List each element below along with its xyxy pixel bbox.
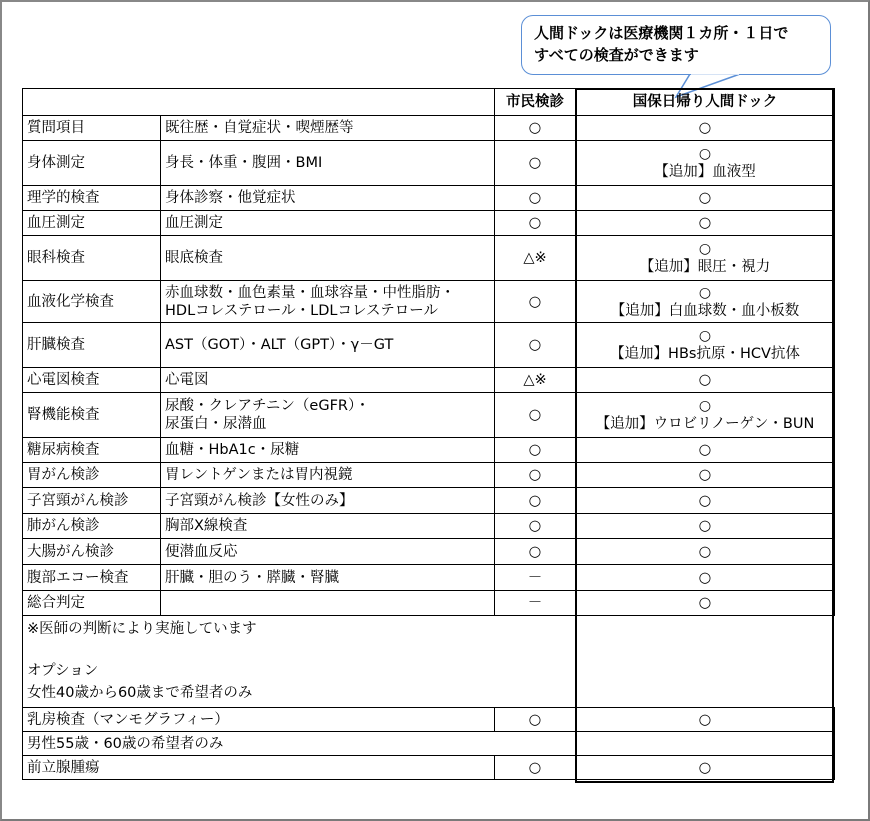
row-content: 胸部X線検査 [161, 514, 495, 539]
row-dock-mark: ○ [698, 146, 712, 162]
row-city-mark: ○ [495, 514, 576, 539]
table-row [23, 591, 835, 616]
row-content: 眼底検査 [161, 236, 495, 281]
table-row [23, 368, 835, 393]
row-content: 赤血球数・血色素量・血球容量・中性脂肪・ [165, 284, 455, 301]
row-dock-mark: ○ [698, 241, 712, 257]
row-item: 糖尿病検査 [23, 438, 161, 463]
row-dock-mark: ○ [576, 539, 835, 565]
comparison-table [22, 88, 835, 780]
row-content: 血糖・HbA1c・尿糖 [161, 438, 495, 463]
row-item: 血圧測定 [23, 211, 161, 236]
option-row [23, 756, 835, 780]
notes-row [23, 616, 835, 708]
notes-dock-blank [576, 616, 835, 708]
row-content: 身体診察・他覚症状 [161, 186, 495, 211]
table-row [23, 141, 835, 186]
row-item: 肺がん検診 [23, 514, 161, 539]
row-dock-extra: 【追加】ウロビリノーゲン・BUN [595, 416, 815, 432]
notes-cell [23, 616, 576, 708]
callout-line-1: 人間ドックは医療機関１カ所・１日で [534, 24, 789, 42]
row-city-mark: ○ [495, 323, 576, 368]
table-row [23, 393, 835, 438]
row-content-2: HDLコレステロール・LDLコレステロール [165, 302, 438, 319]
row-dock-extra: 【追加】HBs抗原・HCV抗体 [610, 346, 800, 362]
row-dock-mark: ○ [576, 591, 835, 616]
row-dock-mark: ○ [576, 211, 835, 236]
row-item: 眼科検査 [23, 236, 161, 281]
table-row [23, 236, 835, 281]
row-dock-cell [576, 281, 835, 323]
header-kokuho-dock: 国保日帰り人間ドック [576, 89, 835, 116]
row-item: 胃がん検診 [23, 463, 161, 488]
row-content-cell [161, 281, 495, 323]
row-city-mark: － [495, 565, 576, 591]
row-city-mark: △※ [495, 368, 576, 393]
row-dock-cell [576, 141, 835, 186]
row-item: 質問項目 [23, 116, 161, 141]
row-content: 便潜血反応 [161, 539, 495, 565]
row-content: 肝臓・胆のう・膵臓・腎臓 [161, 565, 495, 591]
table-header-row [23, 89, 835, 116]
row-content: 尿酸・クレアチニン（eGFR）・ [165, 398, 370, 414]
note-men-row [23, 732, 835, 756]
row-content: 既往歴・自覚症状・喫煙歴等 [161, 116, 495, 141]
row-dock-mark: ○ [576, 565, 835, 591]
table-row [23, 539, 835, 565]
row-item: 肝臓検査 [23, 323, 161, 368]
row-content: 身長・体重・腹囲・BMI [161, 141, 495, 186]
table-row [23, 463, 835, 488]
note-option-title: オプション [27, 663, 99, 679]
option-dock-mark: ○ [576, 708, 835, 732]
row-city-mark: ○ [495, 438, 576, 463]
row-dock-mark: ○ [576, 438, 835, 463]
option-city-mark: ○ [495, 708, 576, 732]
row-city-mark: ○ [495, 211, 576, 236]
note-men: 男性55歳・60歳の希望者のみ [23, 732, 576, 756]
note-asterisk: ※医師の判断により実施しています [27, 621, 257, 637]
row-city-mark: ○ [495, 141, 576, 186]
row-item: 腹部エコー検査 [23, 565, 161, 591]
row-item: 心電図検査 [23, 368, 161, 393]
row-dock-mark: ○ [698, 284, 712, 301]
row-dock-mark: ○ [576, 368, 835, 393]
row-city-mark: △※ [495, 236, 576, 281]
table-row [23, 514, 835, 539]
option-dock-mark: ○ [576, 756, 835, 780]
row-content: 血圧測定 [161, 211, 495, 236]
table-row [23, 281, 835, 323]
option-city-mark: ○ [495, 756, 576, 780]
row-dock-extra: 【追加】眼圧・視力 [639, 259, 771, 275]
header-blank [23, 89, 495, 116]
row-dock-cell [576, 323, 835, 368]
row-dock-extra: 【追加】血液型 [654, 164, 756, 180]
row-city-mark: ○ [495, 116, 576, 141]
row-content: 心電図 [161, 368, 495, 393]
table-row [23, 186, 835, 211]
table-row [23, 438, 835, 463]
note-men-blank [576, 732, 835, 756]
row-content-cell [161, 393, 495, 438]
header-city-exam: 市民検診 [495, 89, 576, 116]
row-city-mark: ○ [495, 488, 576, 514]
row-dock-extra: 【追加】白血球数・血小板数 [610, 302, 800, 319]
table-row [23, 211, 835, 236]
row-city-mark: ○ [495, 463, 576, 488]
row-content: AST（GOT）・ALT（GPT）・γ－GT [161, 323, 495, 368]
row-item: 腎機能検査 [23, 393, 161, 438]
row-content [161, 591, 495, 616]
row-item: 血液化学検査 [23, 281, 161, 323]
option-row [23, 708, 835, 732]
row-dock-cell [576, 236, 835, 281]
table-row [23, 323, 835, 368]
row-item: 身体測定 [23, 141, 161, 186]
row-dock-mark: ○ [576, 488, 835, 514]
row-dock-mark: ○ [698, 328, 712, 344]
note-women: 女性40歳から60歳まで希望者のみ [27, 685, 253, 701]
row-dock-mark: ○ [576, 514, 835, 539]
row-content-2: 尿蛋白・尿潜血 [165, 416, 267, 432]
row-city-mark: ○ [495, 186, 576, 211]
row-city-mark: ○ [495, 539, 576, 565]
callout-line-2: すべての検査ができます [534, 46, 699, 64]
row-city-mark: ○ [495, 393, 576, 438]
option-item: 前立腺腫瘍 [23, 756, 495, 780]
row-item: 理学的検査 [23, 186, 161, 211]
row-item: 子宮頸がん検診 [23, 488, 161, 514]
row-dock-mark: ○ [576, 463, 835, 488]
row-dock-mark: ○ [698, 398, 712, 414]
row-dock-mark: ○ [576, 186, 835, 211]
table-row [23, 488, 835, 514]
row-content: 子宮頸がん検診【女性のみ】 [161, 488, 495, 514]
row-dock-cell [576, 393, 835, 438]
row-city-mark: ○ [495, 281, 576, 323]
option-item: 乳房検査（マンモグラフィー） [23, 708, 495, 732]
row-content: 胃レントゲンまたは胃内視鏡 [161, 463, 495, 488]
row-city-mark: － [495, 591, 576, 616]
table-row [23, 565, 835, 591]
callout-tail-cover [0, 0, 870, 100]
table-row [23, 116, 835, 141]
row-dock-mark: ○ [576, 116, 835, 141]
row-item: 大腸がん検診 [23, 539, 161, 565]
row-item: 総合判定 [23, 591, 161, 616]
